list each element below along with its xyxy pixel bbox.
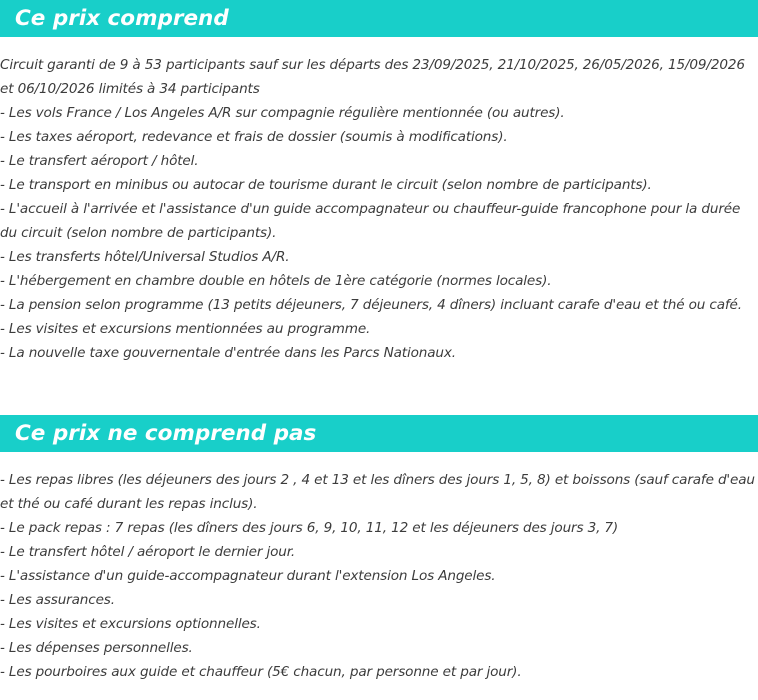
included-item: - L'accueil à l'arrivée et l'assistance d'un guide accompagnateur ou chauffeur-guide francophone pour la durée du circuit (selon nombre de participants). <box>0 201 741 241</box>
included-section-header <box>0 0 758 37</box>
included-section-title: Ce prix comprend <box>15 6 229 31</box>
excluded-item: - Les repas libres (les déjeuners des jours 2 , 4 et 13 et les dîners des jours 1, 5, 8) et boissons (sauf carafe d'eau et thé ou café durant les repas inclus). <box>0 472 755 512</box>
included-item: - Les vols France / Los Angeles A/R sur compagnie régulière mentionnée (ou autres). <box>0 105 565 121</box>
included-item: - Les transferts hôtel/Universal Studios A/R. <box>0 249 290 265</box>
excluded-section-title: Ce prix ne comprend pas <box>15 421 317 446</box>
excluded-item: - Les dépenses personnelles. <box>0 640 193 656</box>
included-item: Circuit garanti de 9 à 53 participants sauf sur les départs des 23/09/2025, 21/10/2025, 26/05/2026, 15/09/2026 et 06/10/2026 limités à 34 participants <box>0 57 745 97</box>
excluded-items-list <box>0 468 758 684</box>
excluded-item: - Les assurances. <box>0 592 115 608</box>
excluded-section-header <box>0 415 758 452</box>
included-item: - Les taxes aéroport, redevance et frais de dossier (soumis à modifications). <box>0 129 508 145</box>
included-items-list <box>0 53 758 365</box>
included-item: - Le transfert aéroport / hôtel. <box>0 153 199 169</box>
excluded-item: - Le pack repas : 7 repas (les dîners des jours 6, 9, 10, 11, 12 et les déjeuners des jours 3, 7) <box>0 520 619 536</box>
excluded-item: - Les pourboires aux guide et chauffeur (5€ chacun, par personne et par jour). <box>0 664 522 680</box>
included-item: - Le transport en minibus ou autocar de tourisme durant le circuit (selon nombre de participants). <box>0 177 652 193</box>
included-item: - La nouvelle taxe gouvernentale d'entrée dans les Parcs Nationaux. <box>0 345 456 361</box>
included-item: - Les visites et excursions mentionnées au programme. <box>0 321 371 337</box>
included-item: - L'hébergement en chambre double en hôtels de 1ère catégorie (normes locales). <box>0 273 552 289</box>
excluded-item: - L'assistance d'un guide-accompagnateur durant l'extension Los Angeles. <box>0 568 496 584</box>
excluded-item: - Les visites et excursions optionnelles. <box>0 616 261 632</box>
included-item: - La pension selon programme (13 petits déjeuners, 7 déjeuners, 4 dîners) incluant carafe d'eau et thé ou café. <box>0 297 742 313</box>
excluded-item: - Le transfert hôtel / aéroport le dernier jour. <box>0 544 296 560</box>
